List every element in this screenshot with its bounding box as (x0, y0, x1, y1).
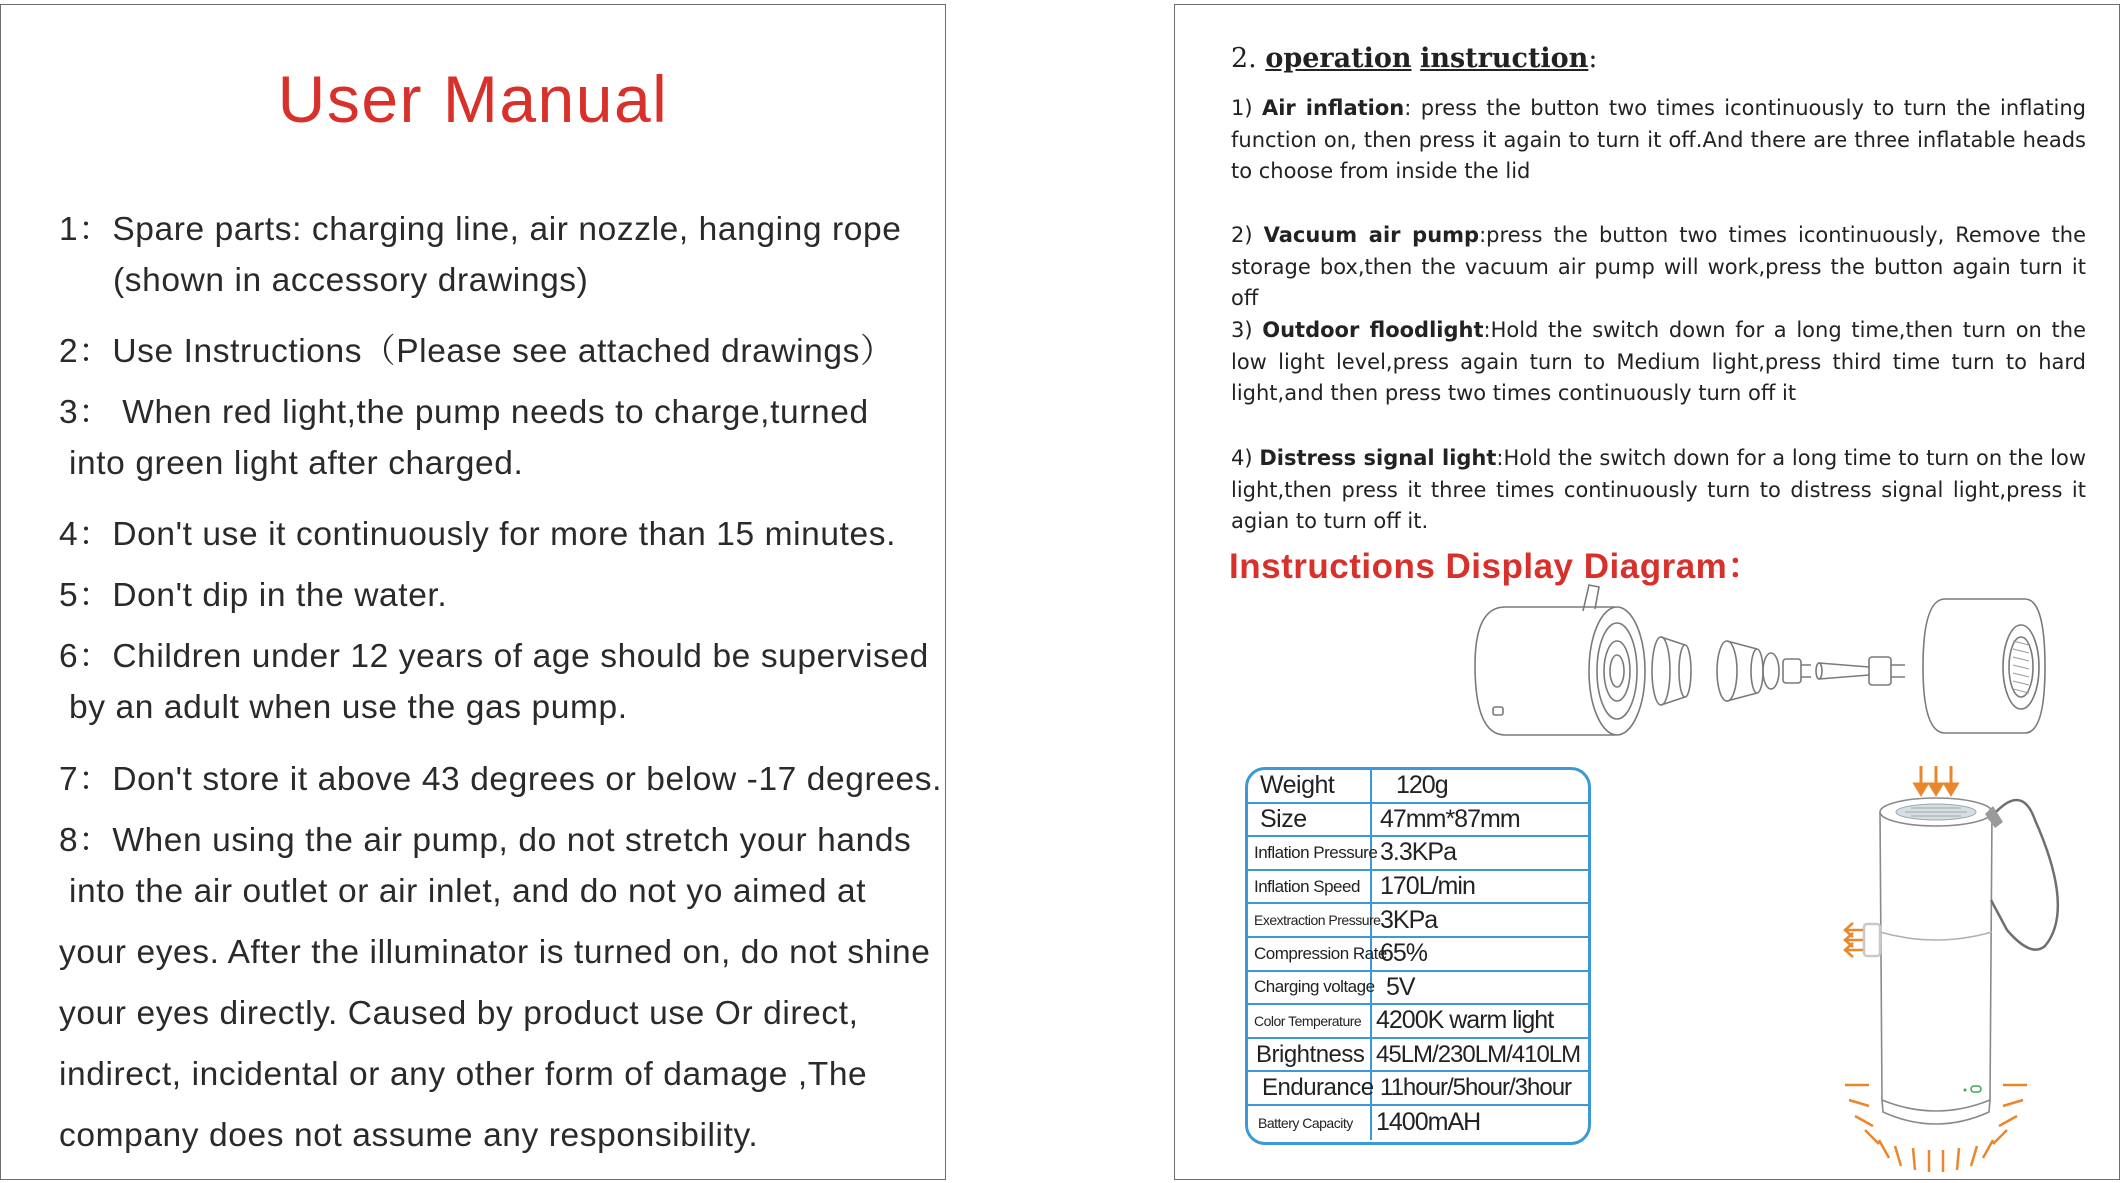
spec-table (1245, 767, 1591, 1145)
manual-line: company does not assume any responsibility. (59, 1117, 759, 1154)
manual-line: 3： When red light,the pump needs to charge,turned (59, 394, 869, 431)
spec-row (1248, 904, 1588, 938)
spec-label: Battery Capacity (1248, 1106, 1372, 1140)
manual-line: 6：Children under 12 years of age should be supervised (59, 638, 929, 675)
manual-line: (shown in accessory drawings) (113, 262, 589, 299)
right-page (1174, 4, 2120, 1180)
item-number: 4) (1231, 446, 1260, 470)
spec-row (1248, 837, 1588, 871)
operation-heading (1231, 43, 1597, 74)
spec-label: Compression Rate (1248, 938, 1372, 970)
manual-title: User Manual (277, 62, 669, 136)
manual-line: 5：Don't dip in the water. (59, 577, 448, 614)
spec-row (1248, 972, 1588, 1006)
spec-value: 170L/min (1380, 872, 1475, 901)
spec-value: 47mm*87mm (1380, 804, 1520, 833)
item-text: :press the button two times icontinuously, Remove the storage box,then the vacuum air pump will work,press the button again turn it off (1231, 223, 2086, 310)
item-title: Distress signal light (1259, 446, 1497, 470)
manual-line: 2：Use Instructions（Please see attached drawings） (59, 333, 895, 370)
heading-word: instruction (1420, 43, 1589, 74)
item-text: :Hold the switch down for a long time to turn on the low light,then press it three times continuously turn to distress signal light,press it agian to turn off it. (1231, 446, 2087, 533)
spec-row (1248, 871, 1588, 905)
manual-line: indirect, incidental or any other form of damage ,The (59, 1056, 868, 1093)
spec-label: Exextraction Pressure (1248, 904, 1372, 936)
spec-value: 5V (1386, 972, 1415, 1001)
instruction-item-floodlight (1231, 315, 2086, 410)
item-text: : press the button two times icontinuously to turn the inflating function on, then press it again to turn it off.And there are three inflatable heads to choose from inside the lid (1231, 96, 2086, 183)
spec-label: Inflation Pressure (1248, 837, 1372, 869)
manual-line: 4：Don't use it continuously for more than 15 minutes. (59, 516, 897, 553)
instruction-item-vacuum-pump (1231, 220, 2086, 315)
manual-line: your eyes. After the illuminator is turned on, do not shine (59, 934, 931, 971)
instruction-item-distress-light (1231, 443, 2086, 538)
item-title: Outdoor floodlight (1262, 318, 1484, 342)
manual-line: into green light after charged. (69, 445, 524, 482)
spec-row (1248, 1072, 1588, 1106)
spec-label: Color Temperature (1248, 1005, 1372, 1037)
manual-line: 1：Spare parts: charging line, air nozzle, hanging rope (59, 211, 902, 248)
heading-word: operation (1265, 43, 1412, 74)
spec-row (1248, 1005, 1588, 1039)
spec-row (1248, 770, 1588, 804)
item-title: Vacuum air pump (1263, 223, 1480, 247)
spec-label: Charging voltage (1248, 972, 1372, 1004)
manual-line: into the air outlet or air inlet, and do not yo aimed at (69, 873, 867, 910)
pump-product-drawing (1745, 760, 2115, 1175)
heading-colon: : (1588, 43, 1598, 74)
spec-row (1248, 1106, 1588, 1140)
exploded-view-drawing (1465, 575, 2045, 745)
manual-line: 7：Don't store it above 43 degrees or below -17 degrees. (59, 761, 942, 798)
spec-value: 1400mAH (1376, 1108, 1481, 1137)
spec-label: Brightness (1248, 1039, 1372, 1071)
spec-value: 45LM/230LM/410LM (1376, 1040, 1581, 1068)
left-page (0, 4, 946, 1180)
spec-value: 4200K warm light (1376, 1006, 1554, 1035)
spec-row (1248, 804, 1588, 838)
spec-value: 11hour/5hour/3hour (1380, 1074, 1572, 1102)
item-title: Air inflation (1261, 96, 1405, 120)
manual-line: by an adult when use the gas pump. (69, 689, 628, 726)
spec-value: 3.3KPa (1380, 838, 1457, 867)
item-text: :Hold the switch down for a long time,then turn on the low light level,press again turn to Medium light,press third time turn to hard light,and then press two times continuously turn off it (1231, 318, 2086, 405)
heading-number: 2. (1231, 43, 1266, 74)
spec-label: Inflation Speed (1248, 871, 1372, 903)
spec-label: Endurance (1248, 1072, 1372, 1104)
spec-label: Size (1248, 804, 1372, 836)
spec-value: 120g (1396, 771, 1448, 800)
manual-line: your eyes directly. Caused by product use Or direct, (59, 995, 859, 1032)
instruction-item-air-inflation (1231, 93, 2086, 188)
item-number: 1) (1231, 96, 1262, 120)
item-number: 3) (1231, 318, 1263, 342)
manual-line: 8：When using the air pump, do not stretch your hands (59, 822, 912, 859)
spec-value: 65% (1380, 939, 1428, 968)
spec-value: 3KPa (1380, 905, 1438, 934)
diagram-title: Instructions Display Diagram： (1229, 547, 1763, 586)
spec-row (1248, 1039, 1588, 1073)
spec-label: Weight (1248, 770, 1372, 802)
item-number: 2) (1231, 223, 1264, 247)
spec-row (1248, 938, 1588, 972)
